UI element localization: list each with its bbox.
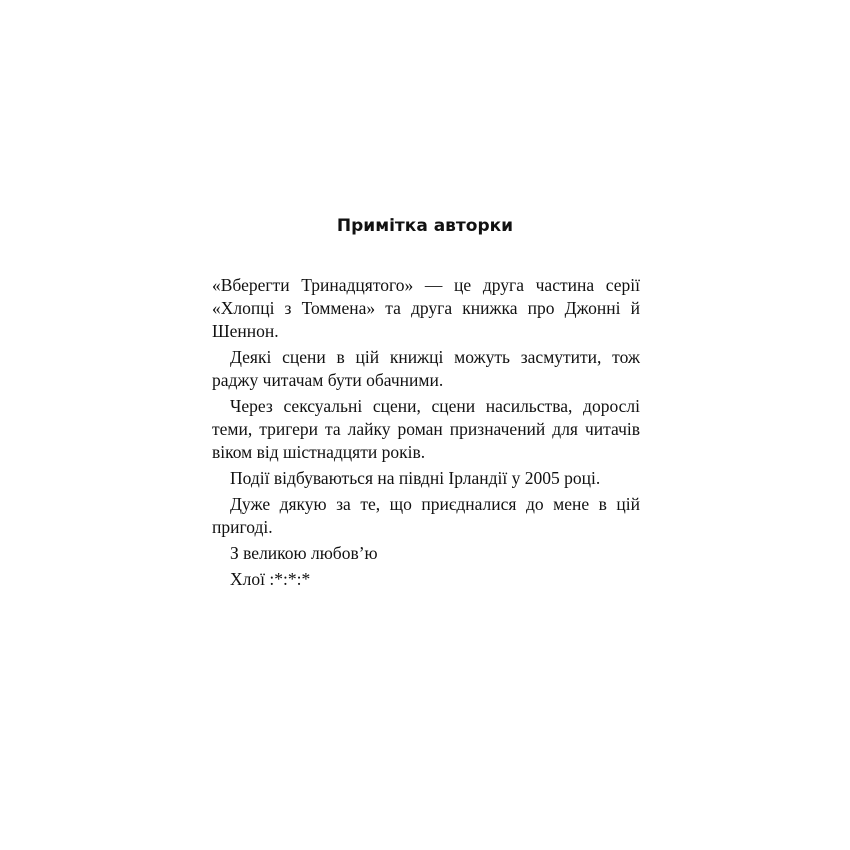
paragraph-series: «Вберегти Тринадцятого» — це друга частина серії «Хлопці з Томмена» та друга книжка про Джонні й Шеннон. [212, 275, 640, 341]
paragraph-setting: Події відбуваються на півдні Ірландії у 2005 році. [230, 468, 601, 488]
note-body [212, 274, 640, 594]
paragraph-age-rating: Через сексуальні сцени, сцени насильства, дорослі теми, тригери та лайку роман призначений для читачів віком від шістнадцяти років. [212, 396, 640, 462]
closing-line: З великою любов’ю [230, 543, 378, 563]
signature: Хлої :*:*:* [230, 569, 311, 589]
paragraph-warning: Деякі сцени в цій книжці можуть засмутити, тож раджу читачам бути обачними. [212, 347, 640, 390]
page-title: Примітка авторки [336, 216, 514, 236]
paragraph-thanks: Дуже дякую за те, що приєдналися до мене в цій пригоді. [212, 494, 640, 537]
